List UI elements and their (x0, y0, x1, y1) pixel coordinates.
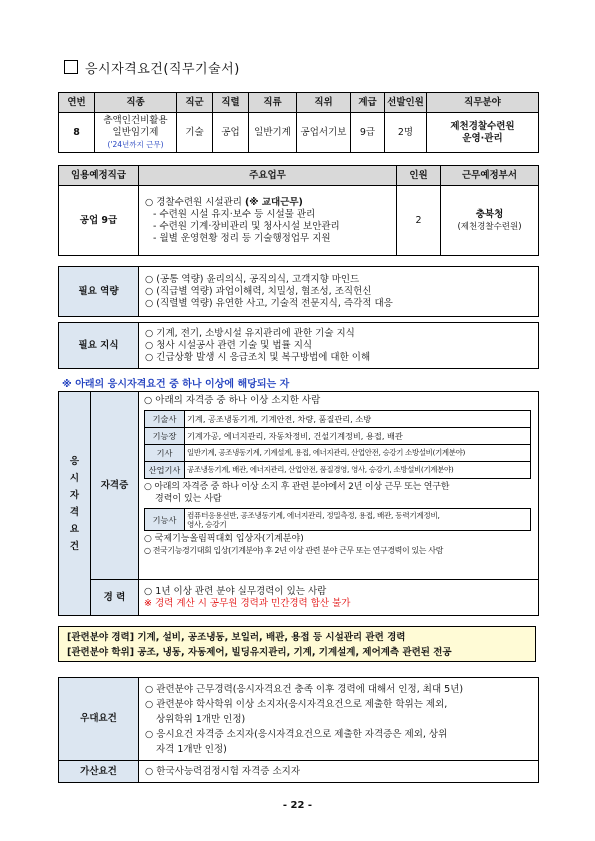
cell-group: 기술 (177, 113, 213, 153)
cell-no: 8 (59, 113, 95, 153)
table-row: 기술사 기계, 공조냉동기계, 기계안전, 차량, 품질관리, 소방 (145, 411, 531, 428)
header-headcount: 인원 (397, 166, 441, 186)
cell-position: 공업서기보 (297, 113, 351, 153)
table-row: 기능사 컴퓨터응용선반, 공조냉동기계, 에너지관리, 정밀측정, 용접, 배관, 동력기계정비, 영사, 승강기 (145, 509, 531, 531)
qualification-notice: ※ 아래의 응시자격요건 중 하나 이상에 해당되는 자 (62, 379, 290, 390)
cell-duties: ○ 경찰수련원 시설관리 (※ 교대근무) - 수련원 시설 유지·보수 등 시설물 관리 - 수련원 기계·장비관리 및 청사시설 보안관리 - 월별 운영현황 정리 등 기술행정업무 지원 (139, 186, 397, 256)
list-item: ○ 응시요건 자격증 소지자(응시자격요건으로 제출한 자격증은 제외, 상위 (145, 728, 448, 740)
competency-label: 필요 역량 (59, 267, 139, 317)
list-item: ○ 긴급상황 발생 시 응급조치 및 복구방법에 대한 이해 (145, 351, 371, 363)
list-item: ○ (공통 역량) 윤리의식, 공직의식, 고객지향 마인드 (145, 273, 360, 285)
competency-table (58, 266, 539, 317)
cell-dept: 충북청 (제천경찰수련원) (441, 186, 539, 256)
cell-rank: 9급 (351, 113, 385, 153)
checkbox-square-icon (64, 60, 78, 74)
cell-type: 총액인건비활용 일반임기제 ('24년까지 근무) (95, 113, 177, 153)
preferred-list (139, 678, 539, 761)
position-table (58, 92, 539, 153)
table-row (59, 186, 539, 256)
header-dept: 근무예정부서 (441, 166, 539, 186)
knowledge-label: 필요 지식 (59, 323, 139, 369)
list-item: ○ 청사 시설공사 관련 기술 및 법률 지식 (145, 339, 313, 351)
certificate-content: ○ 아래의 자격증 중 하나 이상 소지한 사람 기술사 기계, 공조냉동기계, 기계안전, 차량, 품질관리, 소방 기능장 기계가공, 에너지관리, 자동차정비, 건설기계정비, 용접, 배관 기사 일반기계, 공조냉동기계, 기계설계, 용접, 에너지관리, 산업안전, 승강기 소방설비(기계분야) 산업기사 공조냉동기계, 배관, 에너지관리, 산업안전, 품질경영, 영사, 승강기, 소방설비(기계분야) ○ 아래의 자격증 중 하나 이상 소지 후 관련 분야에서 2년 이상 근무 또는 연구한 경력이 있는 사람 기능사 컴퓨터응용선반, 공조냉동기계, 에너지관리, 정밀측정, 용접, 배관, 동력기계정비, 영사, 승강기 ○ 국제기능올림픽대회 입상자(기계분야) ○ 전국기능경기대회 입상(기계분야) 후 2년 이상 관련 분야 근무 또는 연구경력이 있는 사람 (139, 392, 539, 580)
cell-grade: 공업 9급 (59, 186, 139, 256)
table-row: 기사 일반기계, 공조냉동기계, 기계설계, 용접, 에너지관리, 산업안전, 승강기 소방설비(기계분야) (145, 445, 531, 462)
certificate-list-table-2 (144, 508, 531, 531)
list-item: ○ 기계, 전기, 소방시설 유지관리에 관한 기술 지식 (145, 327, 355, 339)
header-no: 연번 (59, 93, 95, 113)
list-item: ○ (직렬별 역량) 유연한 사고, 기술적 전문지식, 즉각적 대응 (145, 297, 393, 309)
table-row (59, 113, 539, 153)
header-field: 직무분야 (427, 93, 539, 113)
career-content: ○ 1년 이상 관련 분야 실무경력이 있는 사람 ※ 경력 계산 시 공무원 경력과 민간경력 합산 불가 (139, 580, 539, 616)
page-title: 응시자격요건(직무기술서) (85, 61, 240, 77)
competency-list (139, 267, 539, 317)
certificate-list-table (144, 410, 531, 479)
career-label: 경 력 (91, 580, 139, 616)
section-heading (64, 59, 240, 75)
list-item: 자격 1개만 인정) (156, 743, 227, 755)
header-position: 직위 (297, 93, 351, 113)
preferred-table (58, 677, 539, 783)
header-rank: 계급 (351, 93, 385, 113)
cell-count: 2명 (385, 113, 427, 153)
table-row: 산업기사 공조냉동기계, 배관, 에너지관리, 산업안전, 품질경영, 영사, 승강기, 소방설비(기계분야) (145, 462, 531, 479)
qualification-side-label: 응 시 자 격 요 건 (59, 392, 91, 616)
cell-series: 공업 (213, 113, 249, 153)
qualification-table (58, 391, 539, 616)
cell-headcount: 2 (397, 186, 441, 256)
duty-table (58, 165, 539, 256)
list-item: ○ 관련분야 근무경력(응시자격요건 충족 이후 경력에 대해서 인정, 최대 5년) (145, 683, 464, 695)
list-item: ○ (직급별 역량) 과업이해력, 치밀성, 협조성, 조직헌신 (145, 285, 372, 297)
header-class: 직류 (249, 93, 297, 113)
bonus-item: ○ 한국사능력검정시험 자격증 소지자 (139, 761, 539, 783)
header-grade: 임용예정직급 (59, 166, 139, 186)
header-group: 직군 (177, 93, 213, 113)
related-field-box: [관련분야 경력] 기계, 설비, 공조냉동, 보일러, 배관, 용접 등 시설관리 관련 경력 [관련분야 학위] 공조, 냉동, 자동제어, 빌딩유지관리, 기계, 기계설계, 제어계측 관련된 전공 (58, 626, 536, 662)
page-number: - 22 - (282, 800, 313, 811)
preferred-label: 우대요건 (59, 678, 139, 761)
knowledge-list (139, 323, 539, 369)
cell-class: 일반기계 (249, 113, 297, 153)
header-duties: 주요업무 (139, 166, 397, 186)
bonus-label: 가산요건 (59, 761, 139, 783)
header-count: 선발인원 (385, 93, 427, 113)
cell-field: 제천경찰수련원 운영·관리 (427, 113, 539, 153)
table-row: 기능장 기계가공, 에너지관리, 자동차정비, 건설기계정비, 용접, 배관 (145, 428, 531, 445)
certificate-label: 자격증 (91, 392, 139, 580)
header-type: 직종 (95, 93, 177, 113)
knowledge-table (58, 322, 539, 369)
header-series: 직렬 (213, 93, 249, 113)
list-item: 상위학위 1개만 인정) (156, 713, 246, 725)
list-item: ○ 관련분야 학사학위 이상 소지자(응시자격요건으로 제출한 학위는 제외, (145, 698, 448, 710)
